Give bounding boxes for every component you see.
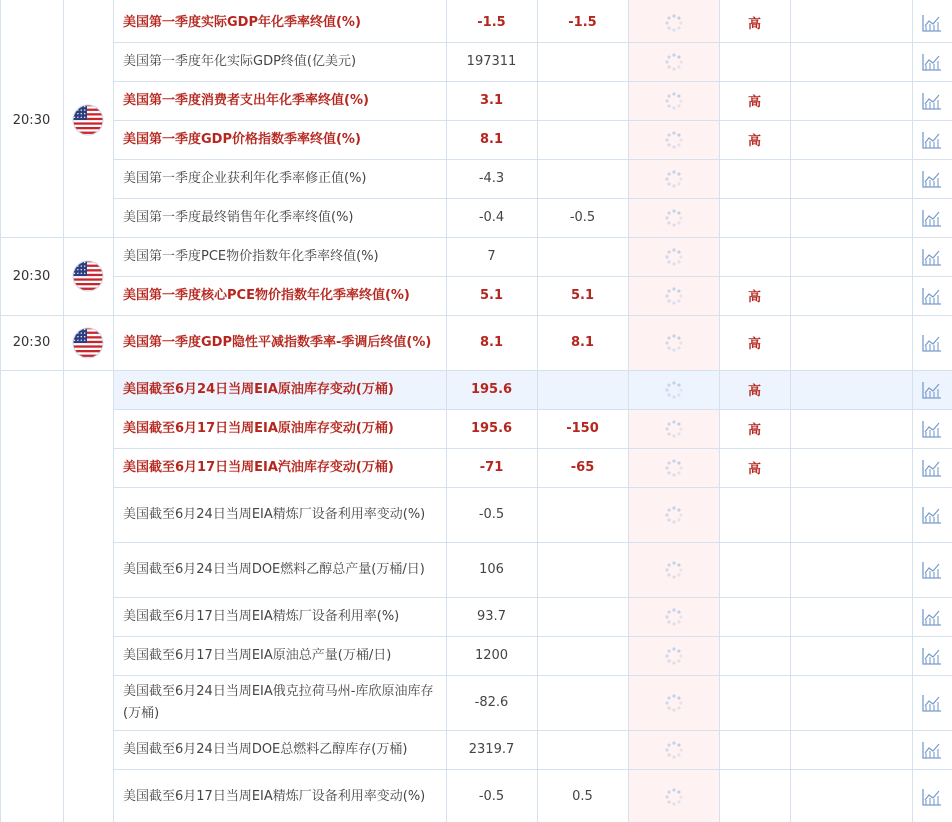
forecast-value <box>537 42 628 81</box>
chart-icon[interactable] <box>912 769 952 822</box>
importance-label <box>719 675 790 730</box>
previous-value: -0.5 <box>478 507 505 522</box>
loading-spinner-icon <box>628 597 719 636</box>
previous-value: 7 <box>487 249 496 264</box>
loading-spinner-icon <box>628 636 719 675</box>
loading-spinner-icon <box>628 409 719 448</box>
forecast-value: -65 <box>570 460 595 475</box>
indicator-name[interactable]: 美国第一季度核心PCE物价指数年化季率终值(%) <box>123 287 410 303</box>
previous-value: 8.1 <box>479 132 504 147</box>
forecast-value: 0.5 <box>572 789 593 804</box>
indicator-name[interactable]: 美国截至6月24日当周EIA原油库存变动(万桶) <box>123 381 394 397</box>
chart-icon[interactable] <box>912 42 952 81</box>
forecast-value <box>537 487 628 542</box>
chart-icon[interactable] <box>912 81 952 120</box>
indicator-name[interactable]: 美国截至6月17日当周EIA汽油库存变动(万桶) <box>123 459 394 475</box>
loading-spinner-icon <box>628 276 719 315</box>
chart-icon[interactable] <box>912 730 952 769</box>
previous-value: -0.4 <box>478 210 505 225</box>
previous-value: -0.5 <box>478 789 505 804</box>
indicator-name[interactable]: 美国截至6月24日当周EIA精炼厂设备利用率变动(%) <box>123 506 426 522</box>
importance-label <box>719 636 790 675</box>
importance-label: 高 <box>747 290 761 305</box>
forecast-value: -1.5 <box>568 15 597 30</box>
loading-spinner-icon <box>628 769 719 822</box>
event-time: 20:30 <box>12 112 51 128</box>
forecast-value <box>537 675 628 730</box>
loading-spinner-icon <box>628 675 719 730</box>
event-time: 20:30 <box>12 268 51 284</box>
previous-value: 5.1 <box>479 288 504 303</box>
loading-spinner-icon <box>628 542 719 597</box>
forecast-value <box>537 370 628 409</box>
forecast-value <box>537 542 628 597</box>
indicator-name[interactable]: 美国第一季度企业获利年化季率修正值(%) <box>123 170 367 186</box>
chart-icon[interactable] <box>912 542 952 597</box>
previous-value: 195.6 <box>470 382 513 397</box>
loading-spinner-icon <box>628 315 719 370</box>
previous-value: -82.6 <box>474 695 509 710</box>
indicator-name[interactable]: 美国第一季度GDP隐性平减指数季率-季调后终值(%) <box>123 334 432 350</box>
previous-value: 195.6 <box>470 421 513 436</box>
forecast-value <box>537 636 628 675</box>
indicator-name[interactable]: 美国截至6月24日当周DOE燃料乙醇总产量(万桶/日) <box>123 561 425 577</box>
loading-spinner-icon <box>628 159 719 198</box>
indicator-name[interactable]: 美国截至6月24日当周EIA俄克拉荷马州-库欣原油库存(万桶) <box>123 683 434 721</box>
indicator-name[interactable]: 美国第一季度年化实际GDP终值(亿美元) <box>123 53 357 69</box>
chart-icon[interactable] <box>912 487 952 542</box>
loading-spinner-icon <box>628 237 719 276</box>
loading-spinner-icon <box>628 370 719 409</box>
forecast-value <box>537 597 628 636</box>
forecast-value <box>537 730 628 769</box>
chart-icon[interactable] <box>912 3 952 42</box>
importance-label <box>719 42 790 81</box>
chart-icon[interactable] <box>912 636 952 675</box>
chart-icon[interactable] <box>912 237 952 276</box>
previous-value: -71 <box>479 460 504 475</box>
previous-value: 197311 <box>466 54 517 69</box>
importance-label <box>719 487 790 542</box>
importance-label: 高 <box>747 134 761 149</box>
chart-icon[interactable] <box>912 370 952 409</box>
importance-label <box>719 542 790 597</box>
importance-label: 高 <box>747 384 761 399</box>
indicator-name[interactable]: 美国第一季度PCE物价指数年化季率终值(%) <box>123 248 379 264</box>
previous-value: 2319.7 <box>468 742 515 757</box>
indicator-name[interactable]: 美国截至6月17日当周EIA原油总产量(万桶/日) <box>123 647 392 663</box>
importance-label <box>719 730 790 769</box>
loading-spinner-icon <box>628 42 719 81</box>
chart-icon[interactable] <box>912 159 952 198</box>
previous-value: -4.3 <box>478 171 505 186</box>
forecast-value <box>537 159 628 198</box>
importance-label: 高 <box>747 337 761 352</box>
importance-label <box>719 237 790 276</box>
loading-spinner-icon <box>628 487 719 542</box>
importance-label <box>719 159 790 198</box>
forecast-value <box>537 120 628 159</box>
forecast-value <box>537 81 628 120</box>
chart-icon[interactable] <box>912 448 952 487</box>
forecast-value: -150 <box>566 421 599 436</box>
indicator-name[interactable]: 美国第一季度实际GDP年化季率终值(%) <box>123 14 361 30</box>
importance-label <box>719 198 790 237</box>
importance-label <box>719 597 790 636</box>
loading-spinner-icon <box>628 120 719 159</box>
chart-icon[interactable] <box>912 198 952 237</box>
chart-icon[interactable] <box>912 409 952 448</box>
importance-label: 高 <box>747 423 761 438</box>
loading-spinner-icon <box>628 3 719 42</box>
chart-icon[interactable] <box>912 597 952 636</box>
indicator-name[interactable]: 美国截至6月17日当周EIA精炼厂设备利用率变动(%) <box>123 788 426 804</box>
indicator-name[interactable]: 美国第一季度GDP价格指数季率终值(%) <box>123 131 361 147</box>
loading-spinner-icon <box>628 730 719 769</box>
chart-icon[interactable] <box>912 675 952 730</box>
chart-icon[interactable] <box>912 276 952 315</box>
previous-value: 1200 <box>474 648 509 663</box>
event-time: 20:30 <box>12 335 51 350</box>
importance-label: 高 <box>747 17 761 32</box>
forecast-value: 8.1 <box>570 335 595 350</box>
forecast-value <box>537 237 628 276</box>
previous-value: 3.1 <box>479 93 504 108</box>
loading-spinner-icon <box>628 81 719 120</box>
loading-spinner-icon <box>628 448 719 487</box>
chart-icon[interactable] <box>912 120 952 159</box>
indicator-name[interactable]: 美国截至6月17日当周EIA精炼厂设备利用率(%) <box>123 608 400 624</box>
indicator-name[interactable]: 美国第一季度消费者支出年化季率终值(%) <box>123 92 369 108</box>
previous-value: 93.7 <box>477 609 506 624</box>
importance-label <box>719 769 790 822</box>
indicator-name[interactable]: 美国第一季度最终销售年化季率终值(%) <box>123 209 354 225</box>
indicator-name[interactable]: 美国截至6月17日当周EIA原油库存变动(万桶) <box>123 420 394 436</box>
previous-value: -1.5 <box>477 15 506 30</box>
loading-spinner-icon <box>628 198 719 237</box>
previous-value: 8.1 <box>479 335 504 350</box>
indicator-name[interactable]: 美国截至6月24日当周DOE总燃料乙醇库存(万桶) <box>123 741 408 757</box>
importance-label: 高 <box>747 462 761 477</box>
previous-value: 106 <box>479 562 504 577</box>
forecast-value: 5.1 <box>570 288 595 303</box>
forecast-value: -0.5 <box>569 210 596 225</box>
chart-icon[interactable] <box>912 315 952 370</box>
importance-label: 高 <box>747 95 761 110</box>
